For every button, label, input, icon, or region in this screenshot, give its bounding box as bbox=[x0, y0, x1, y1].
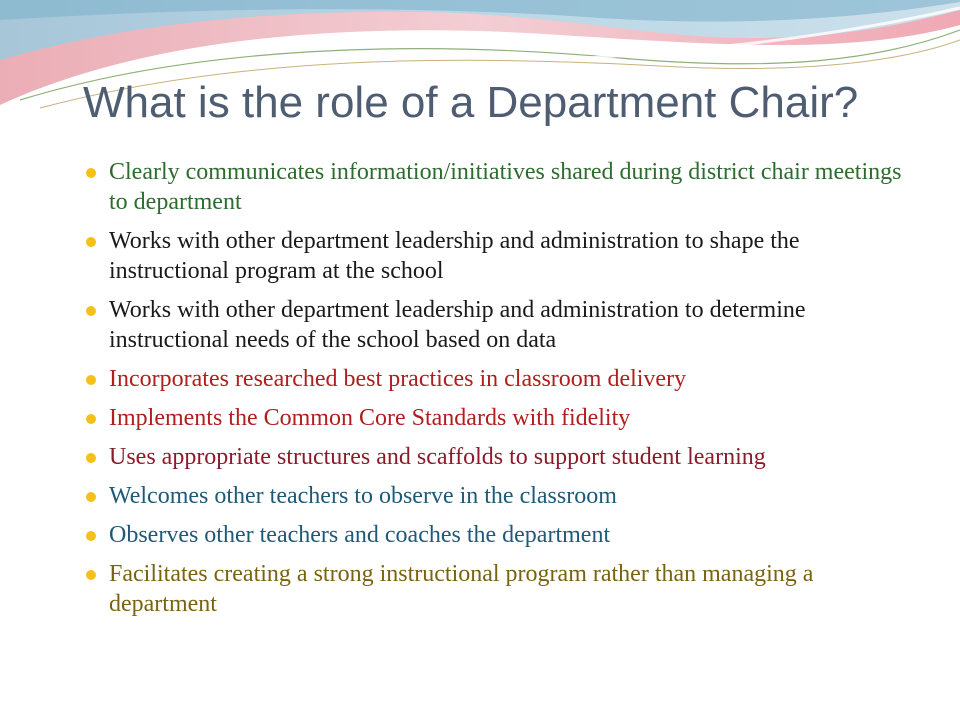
bullet-text: Works with other department leadership and administration to shape the instructional program at the school bbox=[109, 228, 800, 284]
bullet-list bbox=[86, 157, 916, 628]
bullet-dot-icon bbox=[86, 531, 96, 541]
bullet-item bbox=[86, 157, 916, 217]
bullet-dot-icon bbox=[86, 570, 96, 580]
bullet-dot-icon bbox=[86, 453, 96, 463]
bullet-item bbox=[86, 442, 916, 472]
bullet-dot-icon bbox=[86, 306, 96, 316]
bullet-item bbox=[86, 295, 916, 355]
bullet-item bbox=[86, 520, 916, 550]
bullet-text: Clearly communicates information/initiatives shared during district chair meetings to department bbox=[109, 159, 902, 215]
bullet-item bbox=[86, 226, 916, 286]
bullet-item bbox=[86, 559, 916, 619]
bullet-item bbox=[86, 364, 916, 394]
bullet-text: Facilitates creating a strong instructional program rather than managing a department bbox=[109, 561, 814, 617]
bullet-item bbox=[86, 403, 916, 433]
bullet-text: Implements the Common Core Standards with fidelity bbox=[109, 405, 631, 431]
bullet-text: Incorporates researched best practices in classroom delivery bbox=[109, 366, 687, 392]
slide-title: What is the role of a Department Chair? bbox=[83, 78, 859, 127]
bullet-dot-icon bbox=[86, 375, 96, 385]
bullet-text: Welcomes other teachers to observe in the classroom bbox=[109, 483, 617, 509]
bullet-dot-icon bbox=[86, 237, 96, 247]
bullet-text: Observes other teachers and coaches the department bbox=[109, 522, 611, 548]
bullet-dot-icon bbox=[86, 492, 96, 502]
bullet-dot-icon bbox=[86, 168, 96, 178]
bullet-item bbox=[86, 481, 916, 511]
bullet-text: Uses appropriate structures and scaffolds to support student learning bbox=[109, 444, 766, 470]
bullet-dot-icon bbox=[86, 414, 96, 424]
bullet-text: Works with other department leadership and administration to determine instructional needs of the school based on data bbox=[109, 297, 806, 353]
